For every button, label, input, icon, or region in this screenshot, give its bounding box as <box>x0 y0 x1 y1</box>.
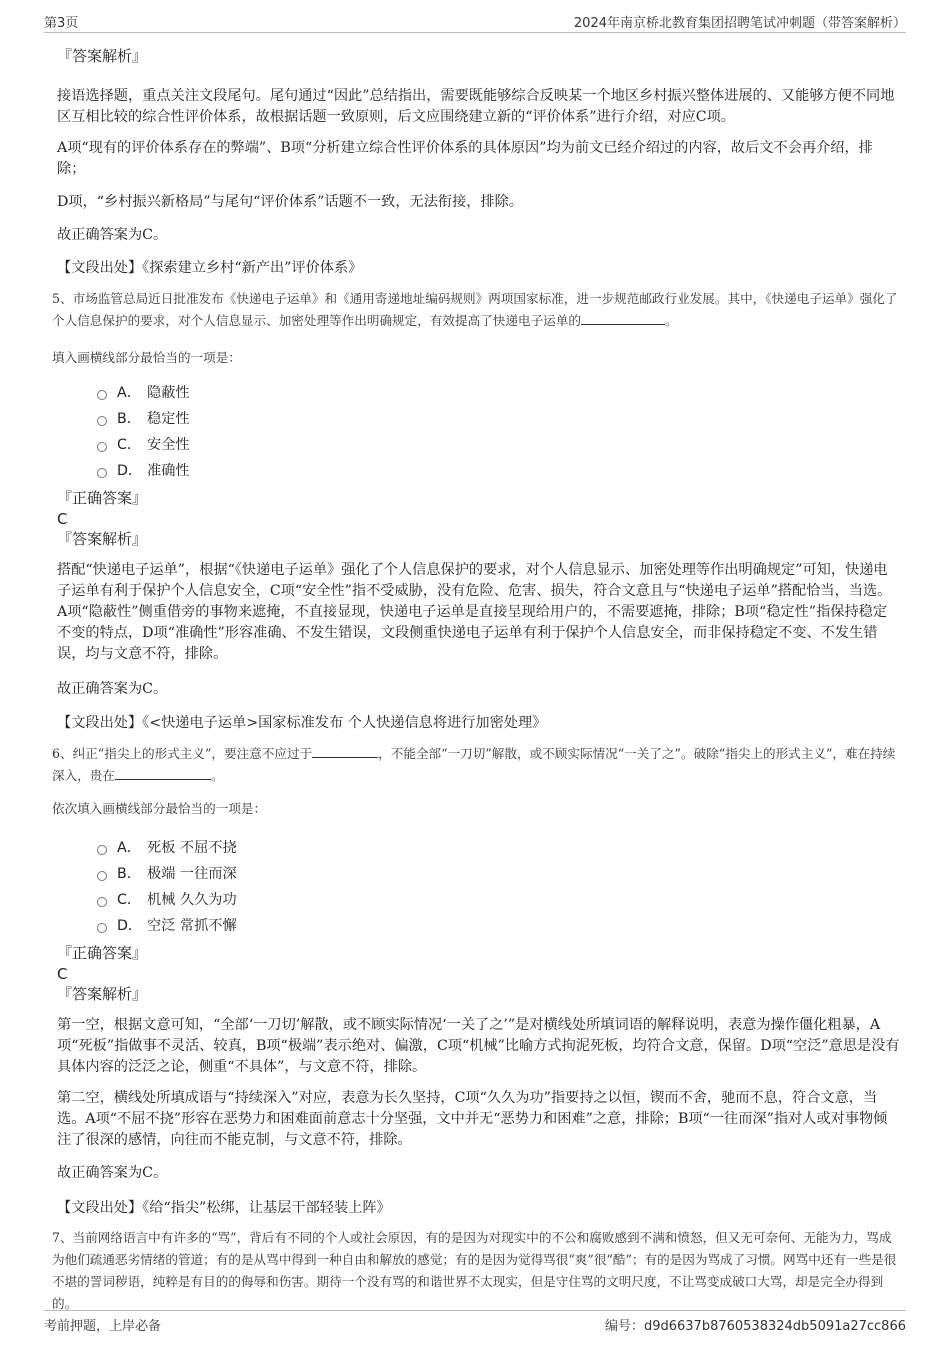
source-citation: 【文段出处】《探索建立乡村“新产出”评价体系》 <box>57 260 363 276</box>
option-a[interactable]: A． 死板 不屈不挠 <box>97 835 900 861</box>
fill-blank <box>115 767 211 780</box>
document-title: 2024年南京桥北教育集团招聘笔试冲刺题（带答案解析） <box>573 16 906 31</box>
correct-answer-label: 『正确答案』 <box>57 944 148 962</box>
document-id: 编号：d9d6637b8760538324db5091a27cc866 <box>604 1319 906 1334</box>
document-body <box>52 40 900 1315</box>
analysis-label: 『答案解析』 <box>57 985 148 1003</box>
page-footer <box>44 1310 906 1335</box>
radio-icon[interactable] <box>97 845 107 855</box>
analysis-paragraph: A项“现有的评价体系存在的弊端”、B项“分析建立综合性评价体系的具体原因”均为前文已经介绍过的内容，故后文不会再介绍，排除； <box>57 140 873 177</box>
page-number: 第3页 <box>44 16 79 31</box>
analysis-paragraph: D项，“乡村振兴新格局”与尾句“评价体系”话题不一致，无法衔接，排除。 <box>57 194 524 210</box>
fill-blank <box>581 312 665 325</box>
radio-icon[interactable] <box>97 390 107 400</box>
radio-icon[interactable] <box>97 416 107 426</box>
option-c[interactable]: C． 机械 久久为功 <box>97 887 900 913</box>
option-d[interactable]: D． 空泛 常抓不懈 <box>97 913 900 939</box>
footer-slogan: 考前押题，上岸必备 <box>44 1319 162 1334</box>
radio-icon[interactable] <box>97 923 107 933</box>
source-citation: 【文段出处】《给“指尖”松绑，让基层干部轻装上阵》 <box>57 1200 391 1216</box>
page-header <box>44 10 906 33</box>
final-answer: 故正确答案为C。 <box>57 681 168 697</box>
radio-icon[interactable] <box>97 897 107 907</box>
analysis-label: 『答案解析』 <box>57 530 148 548</box>
analysis-paragraph: 搭配“快递电子运单”，根据“《快递电子运单》强化了个人信息保护的要求，对个人信息显示、加密处理等作出明确规定”可知，快递电子运单有利于保护个人信息安全，C项“安全性”指不受威胁，没有危险、危害、损失，符合文意且与“快递电子运单”搭配恰当，当选。A项“隐蔽性”侧重借旁的事物来遮掩，不直接显现，快递电子运单是直接呈现给用户的，不需要遮掩，排除；B项“稳定性”指保持稳定不变的特点，D项“准确性”形容准确、不发生错误，文段侧重快递电子运单有利于保护个人信息安全，而非保持稳定不变、不发生错误，均与文意不符，排除。 <box>57 562 892 662</box>
question-7-text: 7、当前网络语言中有许多的“骂”，背后有不同的个人或社会原因，有的是因为对现实中的不公和腐败感到不满和愤怒，但又无可奈何、无能为力，骂成为他们疏通恶劣情绪的管道；有的是从骂中得到一种自由和解放的感觉；有的是因为觉得骂很“爽”很“酷”；有的是因为骂成了习惯。网骂中还有一些是很不堪的詈词秽语，纯粹是有目的的侮辱和伤害。期待一个没有骂的和谐世界不太现实，但是守住骂的文明尺度，不让骂变成破口大骂，却是完全办得到的。 <box>52 1230 897 1311</box>
final-answer: 故正确答案为C。 <box>57 227 168 243</box>
option-a[interactable]: A． 隐蔽性 <box>97 380 900 406</box>
options-list <box>57 835 900 939</box>
final-answer: 故正确答案为C。 <box>57 1165 168 1181</box>
source-citation: 【文段出处】《<快递电子运单>国家标准发布 个人快递信息将进行加密处理》 <box>57 715 547 731</box>
radio-icon[interactable] <box>97 468 107 478</box>
radio-icon[interactable] <box>97 442 107 452</box>
fill-blank <box>312 745 378 758</box>
question-5-text: 5、市场监管总局近日批准发布《快递电子运单》和《通用寄递地址编码规则》两项国家标准，进一步规范邮政行业发展。其中，《快递电子运单》强化了个人信息保护的要求，对个人信息显示、加密处理等作出明确规定，有效提高了快递电子运单的 。 <box>52 291 898 328</box>
option-d[interactable]: D． 准确性 <box>97 458 900 484</box>
analysis-label: 『答案解析』 <box>57 47 148 65</box>
question-6-text: 6、纠正“指尖上的形式主义”，要注意不应过于 ，不能全部“一刀切”解散，或不顾实际情况“一关了之”。破除“指尖上的形式主义”，难在持续深入，贵在 。 <box>52 746 896 783</box>
correct-answer: C <box>57 965 68 983</box>
option-c[interactable]: C． 安全性 <box>97 432 900 458</box>
options-list <box>57 380 900 484</box>
correct-answer: C <box>57 510 68 528</box>
option-b[interactable]: B． 极端 一往而深 <box>97 861 900 887</box>
analysis-paragraph: 第一空，根据文意可知，“全部‘一刀切’解散，或不顾实际情况‘一关了之’”是对横线处所填词语的解释说明，表意为操作僵化粗暴，A项“死板”指做事不灵活、较真，B项“极端”表示绝对、偏激，C项“机械”比喻方式拘泥死板，均符合文意，保留。D项“空泛”意思是没有具体内容的泛泛之论，侧重“不具体”，与文意不符，排除。 <box>57 1017 900 1075</box>
question-prompt: 依次填入画横线部分最恰当的一项是： <box>52 801 267 816</box>
correct-answer-label: 『正确答案』 <box>57 489 148 507</box>
radio-icon[interactable] <box>97 871 107 881</box>
analysis-paragraph: 第二空，横线处所填成语与“持续深入”对应，表意为长久坚持，C项“久久为功”指要持之以恒，锲而不舍，驰而不息，符合文意，当选。A项“不屈不挠”形容在恶势力和困难面前意志十分坚强，文中并无“恶势力和困难”之意，排除；B项“一往而深”指对人或对事物倾注了很深的感情，向往而不能克制，与文意不符，排除。 <box>57 1090 888 1148</box>
question-prompt: 填入画横线部分最恰当的一项是： <box>52 350 241 365</box>
analysis-paragraph: 接语选择题，重点关注文段尾句。尾句通过“因此”总结指出，需要既能够综合反映某一个地区乡村振兴整体进展的、又能够方便不同地区互相比较的综合性评价体系，故根据话题一致原则，后文应围绕建立新的“评价体系”进行介绍，对应C项。 <box>57 88 895 125</box>
option-b[interactable]: B． 稳定性 <box>97 406 900 432</box>
